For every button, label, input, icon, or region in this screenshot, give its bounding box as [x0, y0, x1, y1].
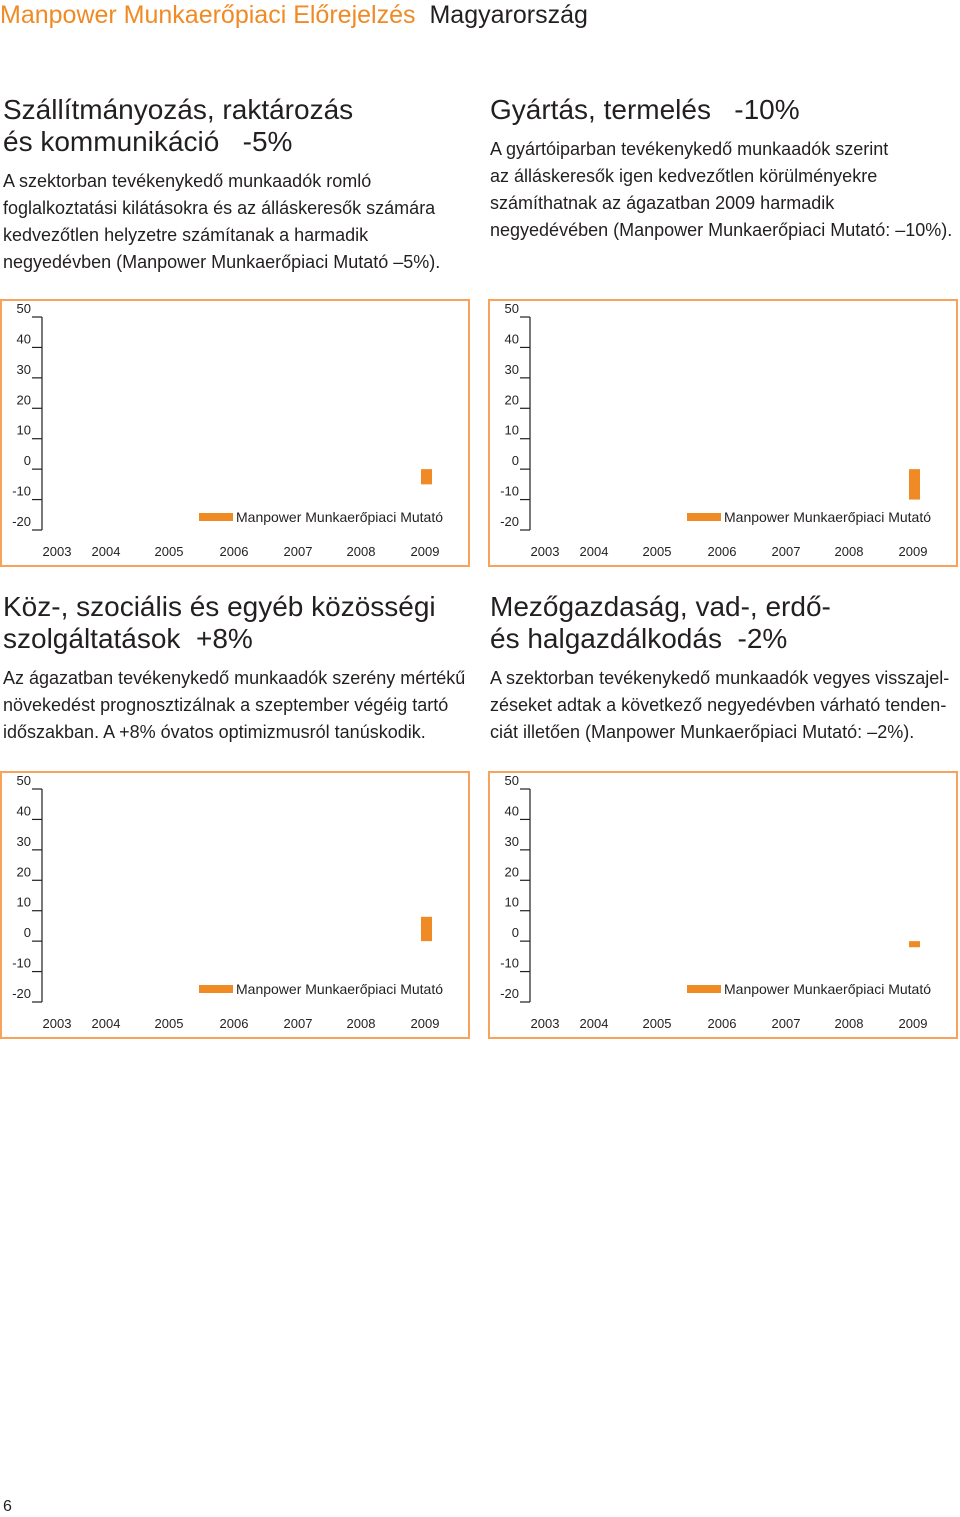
x-tick-label: 2005: [642, 1016, 672, 1031]
section-transport: [3, 94, 473, 276]
y-tick-label: -20: [500, 986, 519, 1001]
body-line: ciát illetően (Manpower Munkaerőpiaci Mutató: –2%).: [490, 722, 915, 742]
y-tick-label: 40: [504, 803, 519, 819]
chart-svg: [2, 301, 472, 569]
x-tick-label: 2007: [771, 544, 801, 559]
x-tick-label: 2008: [346, 1016, 376, 1031]
y-tick-label: -20: [12, 986, 31, 1001]
body-line: negyedévben (Manpower Munkaerőpiaci Mutató –5%).: [3, 252, 441, 272]
section-title-line: Gyártás, termelés -10%: [490, 94, 800, 125]
chart-svg: [2, 773, 472, 1041]
x-tick-label: 2004: [579, 544, 609, 559]
y-tick-label: 20: [504, 392, 519, 408]
x-tick-label: 2003: [530, 1016, 560, 1031]
x-tick-label: 2005: [642, 544, 672, 559]
publication-title: Manpower Munkaerőpiaci Előrejelzés: [0, 1, 416, 29]
x-tick-label: 2006: [707, 1016, 737, 1031]
x-tick-label: 2006: [219, 544, 249, 559]
body-line: időszakban. A +8% óvatos optimizmusról tanúskodik.: [3, 722, 426, 742]
y-tick-label: 0: [23, 925, 31, 941]
section-title-line: és halgazdálkodás -2%: [490, 623, 788, 654]
body-line: az álláskeresők igen kedvezőtlen körülményekre: [490, 166, 878, 186]
chart-public-services: [0, 771, 470, 1039]
y-tick-label: 50: [504, 301, 519, 316]
y-tick-label: 30: [16, 361, 31, 377]
chart-svg: [490, 301, 960, 569]
x-tick-label: 2004: [91, 544, 121, 559]
x-tick-label: 2003: [42, 1016, 72, 1031]
body-line: számíthatnak az ágazatban 2009 harmadik: [490, 193, 835, 213]
bar-2009: [909, 941, 920, 947]
x-tick-label: 2005: [154, 1016, 184, 1031]
y-tick-label: 50: [504, 773, 519, 788]
x-tick-label: 2006: [707, 544, 737, 559]
x-tick-label: 2007: [283, 544, 313, 559]
body-line: Az ágazatban tevékenykedő munkaadók szerény mértékű: [3, 668, 466, 688]
country-title: Magyarország: [429, 1, 588, 29]
section-title: [3, 94, 473, 158]
section-title-line: szolgáltatások +8%: [3, 623, 253, 654]
section-title-line: Köz-, szociális és egyéb közösségi: [3, 591, 436, 622]
bar-2009: [421, 469, 432, 484]
page-number: 6: [3, 1498, 12, 1515]
x-tick-label: 2004: [579, 1016, 609, 1031]
y-tick-label: 50: [16, 301, 31, 316]
y-tick-label: 10: [504, 894, 519, 910]
y-tick-label: 10: [16, 422, 31, 438]
bar-2009: [421, 917, 432, 941]
y-tick-label: -10: [500, 483, 519, 499]
legend-swatch: [687, 985, 721, 993]
y-tick-label: 20: [16, 864, 31, 880]
legend-label: Manpower Munkaerőpiaci Mutató: [724, 509, 931, 525]
x-tick-label: 2008: [834, 1016, 864, 1031]
body-line: zéseket adtak a következő negyedévben várható tenden-: [490, 695, 947, 715]
section-body: [3, 168, 473, 276]
section-title-line: és kommunikáció -5%: [3, 126, 293, 157]
x-tick-label: 2008: [346, 544, 376, 559]
bar-2009: [909, 469, 920, 499]
y-tick-label: -10: [12, 955, 31, 971]
y-tick-label: 10: [16, 894, 31, 910]
y-tick-label: 50: [16, 773, 31, 788]
y-tick-label: 30: [504, 833, 519, 849]
body-line: A szektorban tevékenykedő munkaadók vegyes visszajel-: [490, 668, 950, 688]
body-line: kedvezőtlen helyzetre számítanak a harmadik: [3, 225, 369, 245]
y-tick-label: -10: [500, 955, 519, 971]
x-tick-label: 2004: [91, 1016, 121, 1031]
y-tick-label: -20: [12, 514, 31, 529]
y-tick-label: 0: [511, 453, 519, 469]
legend-label: Manpower Munkaerőpiaci Mutató: [236, 981, 443, 997]
x-tick-label: 2006: [219, 1016, 249, 1031]
section-body: [3, 665, 473, 746]
y-tick-label: 40: [16, 803, 31, 819]
section-title-line: Szállítmányozás, raktározás: [3, 94, 354, 125]
section-title: [490, 591, 960, 655]
section-body: [490, 665, 960, 746]
x-tick-label: 2003: [42, 544, 72, 559]
y-tick-label: 30: [504, 361, 519, 377]
y-tick-label: 40: [504, 331, 519, 347]
x-tick-label: 2003: [530, 544, 560, 559]
legend-swatch: [687, 513, 721, 521]
body-line: növekedést prognosztizálnak a szeptember végéig tartó: [3, 695, 449, 715]
section-body: [490, 136, 960, 244]
chart-transport: [0, 299, 470, 567]
legend-swatch: [199, 985, 233, 993]
body-line: foglalkoztatási kilátásokra és az álláskeresők számára: [3, 198, 436, 218]
x-tick-label: 2005: [154, 544, 184, 559]
section-public-services: [3, 591, 473, 746]
x-tick-label: 2007: [771, 1016, 801, 1031]
section-title: [490, 94, 960, 126]
body-line: A szektorban tevékenykedő munkaadók romló: [3, 171, 372, 191]
section-title: [3, 591, 473, 655]
body-line: negyedévében (Manpower Munkaerőpiaci Mutató: –10%).: [490, 220, 953, 240]
chart-agriculture: [488, 771, 958, 1039]
chart-svg: [490, 773, 960, 1041]
body-line: A gyártóiparban tevékenykedő munkaadók szerint: [490, 139, 889, 159]
legend-swatch: [199, 513, 233, 521]
y-tick-label: 0: [511, 925, 519, 941]
legend-label: Manpower Munkaerőpiaci Mutató: [236, 509, 443, 525]
section-manufacturing: [490, 94, 960, 244]
x-tick-label: 2009: [898, 544, 928, 559]
y-tick-label: 20: [504, 864, 519, 880]
y-tick-label: -10: [12, 483, 31, 499]
x-tick-label: 2007: [283, 1016, 313, 1031]
x-tick-label: 2009: [410, 1016, 440, 1031]
page-header: [0, 0, 960, 34]
y-tick-label: 0: [23, 453, 31, 469]
section-agriculture: [490, 591, 960, 746]
y-tick-label: 30: [16, 833, 31, 849]
y-tick-label: 20: [16, 392, 31, 408]
y-tick-label: 40: [16, 331, 31, 347]
legend-label: Manpower Munkaerőpiaci Mutató: [724, 981, 931, 997]
x-tick-label: 2009: [410, 544, 440, 559]
y-tick-label: -20: [500, 514, 519, 529]
section-title-line: Mezőgazdaság, vad-, erdő-: [490, 591, 831, 622]
y-tick-label: 10: [504, 422, 519, 438]
chart-manufacturing: [488, 299, 958, 567]
x-tick-label: 2009: [898, 1016, 928, 1031]
x-tick-label: 2008: [834, 544, 864, 559]
